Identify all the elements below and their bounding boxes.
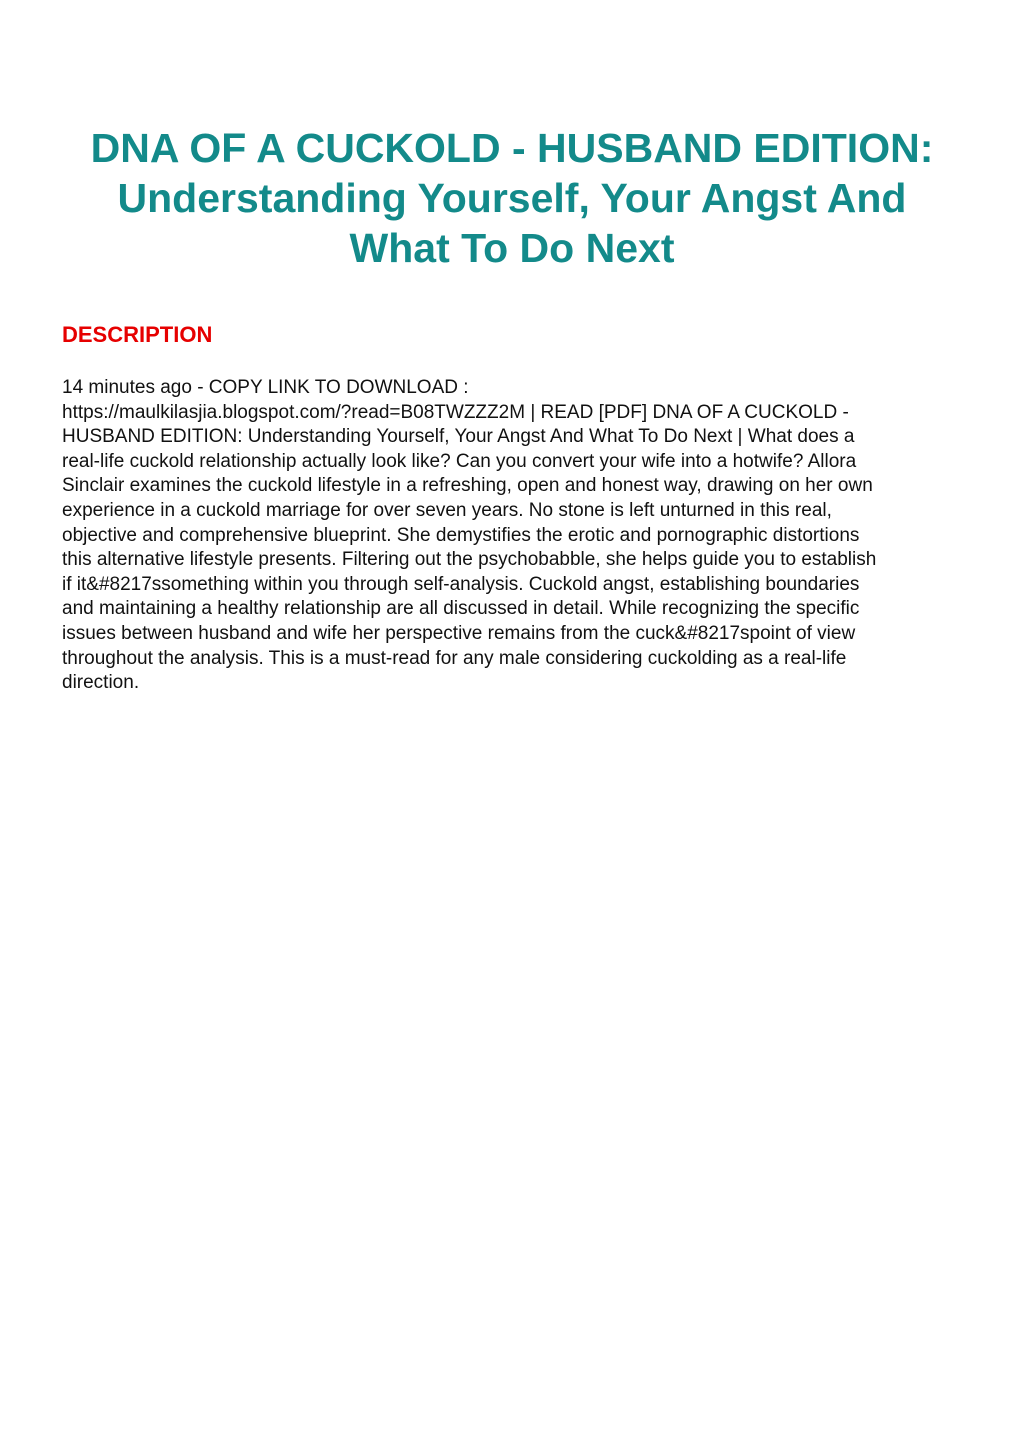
description-line: issues between husband and wife her perspective remains from the cuck&#8217spoint of view bbox=[62, 622, 856, 644]
title-line: What To Do Next bbox=[349, 225, 675, 271]
document-title bbox=[60, 123, 964, 273]
description-heading: DESCRIPTION bbox=[62, 322, 213, 347]
title-line: DNA OF A CUCKOLD - HUSBAND EDITION: bbox=[90, 125, 934, 171]
description-line: if it&#8217ssomething within you through self-analysis. Cuckold angst, establishing boundaries bbox=[62, 573, 860, 595]
description-body bbox=[62, 376, 962, 696]
description-line: throughout the analysis. This is a must-read for any male considering cuckolding as a real-life bbox=[62, 647, 847, 669]
description-line: Sinclair examines the cuckold lifestyle in a refreshing, open and honest way, drawing on her own bbox=[62, 475, 873, 497]
description-line: direction. bbox=[62, 672, 140, 694]
description-line: and maintaining a healthy relationship are all discussed in detail. While recognizing the specific bbox=[62, 598, 860, 620]
description-line: 14 minutes ago - COPY LINK TO DOWNLOAD : bbox=[62, 377, 469, 398]
title-line: Understanding Yourself, Your Angst And bbox=[117, 175, 907, 221]
description-line: real-life cuckold relationship actually look like? Can you convert your wife into a hotwife? Allora bbox=[62, 450, 857, 472]
description-line: https://maulkilasjia.blogspot.com/?read=B08TWZZZ2M | READ [PDF] DNA OF A CUCKOLD - bbox=[62, 401, 849, 423]
description-line: experience in a cuckold marriage for over seven years. No stone is left unturned in this real, bbox=[62, 499, 832, 521]
description-line: objective and comprehensive blueprint. She demystifies the erotic and pornographic distortions bbox=[62, 524, 860, 546]
description-line: HUSBAND EDITION: Understanding Yourself, Your Angst And What To Do Next | What does a bbox=[62, 426, 855, 448]
description-line: this alternative lifestyle presents. Filtering out the psychobabble, she helps guide you to establish bbox=[62, 549, 877, 571]
